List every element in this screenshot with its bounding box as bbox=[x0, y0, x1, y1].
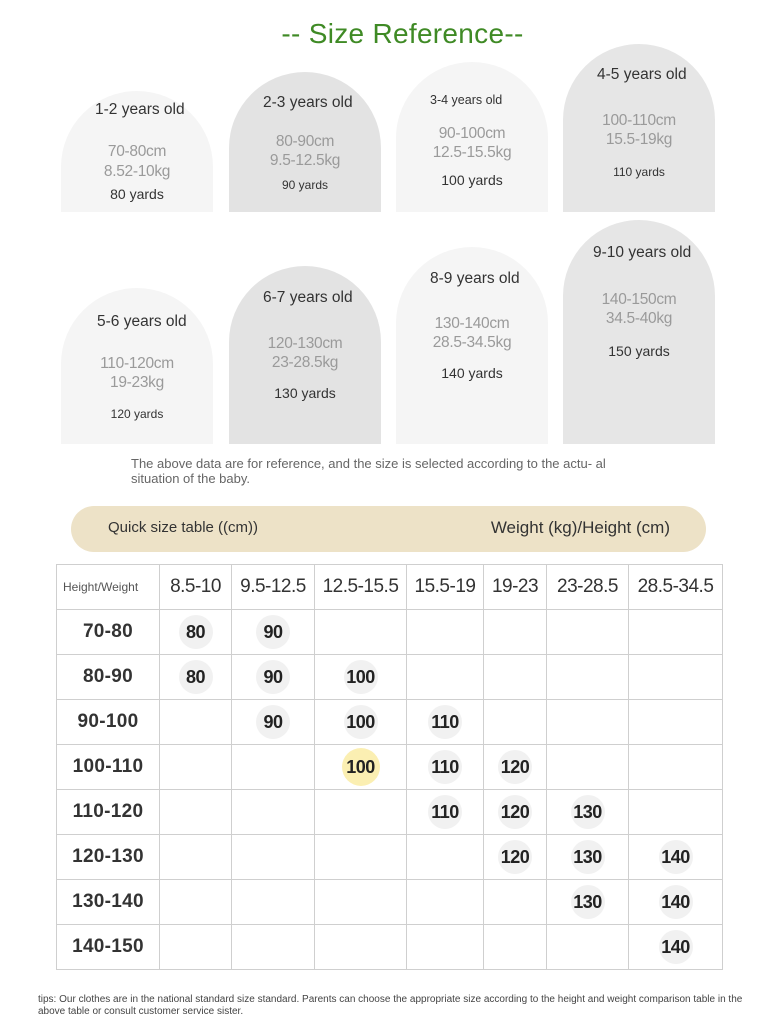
weight-column-header: 28.5-34.5 bbox=[629, 565, 723, 610]
card-yards: 90 yards bbox=[281, 178, 329, 192]
card-age: 8-9 years old bbox=[430, 270, 520, 287]
size-cell bbox=[315, 880, 407, 925]
size-badge: 140 bbox=[659, 930, 693, 964]
card-weight: 28.5-34.5kg bbox=[432, 334, 512, 351]
size-badge: 80 bbox=[179, 615, 213, 649]
size-cell bbox=[484, 610, 547, 655]
card-weight: 12.5-15.5kg bbox=[432, 144, 512, 161]
height-row-header: 80-90 bbox=[57, 655, 160, 700]
size-badge: 90 bbox=[256, 705, 290, 739]
size-cell bbox=[407, 835, 484, 880]
card-height: 130-140cm bbox=[434, 315, 510, 332]
table-row bbox=[57, 700, 723, 745]
size-cell bbox=[629, 745, 723, 790]
size-cell bbox=[547, 655, 629, 700]
size-cell bbox=[547, 925, 629, 970]
card-age: 9-10 years old bbox=[593, 244, 692, 261]
size-card-6 bbox=[229, 266, 381, 444]
card-height: 90-100cm bbox=[438, 125, 506, 142]
size-badge: 110 bbox=[428, 750, 462, 784]
size-cell bbox=[547, 790, 629, 835]
card-yards: 150 yards bbox=[608, 343, 670, 359]
card-yards: 110 yards bbox=[613, 165, 665, 179]
weight-column-header: 8.5-10 bbox=[160, 565, 232, 610]
size-cell bbox=[232, 745, 315, 790]
height-row-header: 90-100 bbox=[57, 700, 160, 745]
card-height: 120-130cm bbox=[267, 335, 343, 352]
size-cell bbox=[232, 925, 315, 970]
weight-column-header: 19-23 bbox=[484, 565, 547, 610]
size-cell bbox=[232, 655, 315, 700]
card-weight: 19-23kg bbox=[110, 374, 164, 391]
card-age: 2-3 years old bbox=[263, 94, 353, 111]
size-cell bbox=[315, 610, 407, 655]
size-cell bbox=[160, 925, 232, 970]
size-cell bbox=[232, 835, 315, 880]
size-cell bbox=[547, 880, 629, 925]
size-cell bbox=[407, 610, 484, 655]
table-row bbox=[57, 835, 723, 880]
size-badge: 130 bbox=[571, 795, 605, 829]
card-age: 5-6 years old bbox=[97, 313, 187, 330]
size-cell bbox=[629, 655, 723, 700]
card-weight: 15.5-19kg bbox=[605, 131, 673, 148]
height-row-header: 70-80 bbox=[57, 610, 160, 655]
card-weight: 34.5-40kg bbox=[605, 310, 673, 327]
card-weight: 8.52-10kg bbox=[103, 163, 171, 180]
size-cell bbox=[160, 835, 232, 880]
size-card-1 bbox=[61, 91, 213, 212]
card-yards: 140 yards bbox=[441, 365, 503, 381]
card-age: 3-4 years old bbox=[430, 93, 503, 107]
size-cell bbox=[315, 925, 407, 970]
size-cell bbox=[484, 700, 547, 745]
height-row-header: 140-150 bbox=[57, 925, 160, 970]
size-card-8 bbox=[563, 220, 715, 444]
size-cell bbox=[160, 610, 232, 655]
table-row bbox=[57, 790, 723, 835]
size-badge: 110 bbox=[428, 705, 462, 739]
reference-note: The above data are for reference, and the size is selected according to the actu- al situation of the baby. bbox=[131, 456, 606, 486]
size-cell bbox=[407, 655, 484, 700]
card-yards: 130 yards bbox=[274, 385, 336, 401]
weight-column-header: 15.5-19 bbox=[407, 565, 484, 610]
size-cell bbox=[315, 745, 407, 790]
card-yards: 120 yards bbox=[110, 407, 164, 421]
size-cell bbox=[407, 790, 484, 835]
size-cell bbox=[629, 880, 723, 925]
size-cell bbox=[232, 610, 315, 655]
size-badge: 130 bbox=[571, 885, 605, 919]
size-badge: 110 bbox=[428, 795, 462, 829]
size-cell bbox=[547, 700, 629, 745]
size-cell bbox=[547, 835, 629, 880]
size-cell bbox=[160, 880, 232, 925]
height-row-header: 130-140 bbox=[57, 880, 160, 925]
table-row bbox=[57, 925, 723, 970]
table-corner-header: Height/Weight bbox=[57, 565, 160, 610]
card-weight: 23-28.5kg bbox=[271, 354, 339, 371]
size-card-2 bbox=[229, 72, 381, 212]
size-badge: 140 bbox=[659, 840, 693, 874]
size-cell bbox=[629, 790, 723, 835]
size-badge: 90 bbox=[256, 615, 290, 649]
card-height: 110-120cm bbox=[100, 355, 174, 372]
size-cell bbox=[629, 925, 723, 970]
quick-table-banner bbox=[71, 506, 706, 552]
card-height: 100-110cm bbox=[602, 112, 676, 129]
size-cell bbox=[315, 790, 407, 835]
size-badge: 100 bbox=[344, 660, 378, 694]
size-badge: 80 bbox=[179, 660, 213, 694]
height-row-header: 110-120 bbox=[57, 790, 160, 835]
card-age: 6-7 years old bbox=[263, 289, 353, 306]
size-cell bbox=[160, 745, 232, 790]
tips-text: tips: Our clothes are in the national standard size standard. Parents can choose the appropriate size according to the height and weight comparison table in the above table or consult customer service sister. bbox=[38, 994, 743, 1017]
table-row bbox=[57, 880, 723, 925]
size-cell bbox=[484, 880, 547, 925]
size-cell bbox=[629, 610, 723, 655]
size-cell bbox=[232, 880, 315, 925]
size-badge: 120 bbox=[498, 840, 532, 874]
size-cell bbox=[629, 835, 723, 880]
size-cell bbox=[160, 655, 232, 700]
card-height: 140-150cm bbox=[601, 291, 677, 308]
size-table bbox=[56, 564, 723, 970]
size-cell bbox=[484, 835, 547, 880]
size-card-5 bbox=[61, 288, 213, 444]
size-cell bbox=[407, 745, 484, 790]
height-row-header: 120-130 bbox=[57, 835, 160, 880]
size-badge: 100 bbox=[344, 705, 378, 739]
size-badge: 90 bbox=[256, 660, 290, 694]
card-yards: 80 yards bbox=[110, 186, 164, 202]
size-badge: 140 bbox=[659, 885, 693, 919]
size-cell bbox=[484, 790, 547, 835]
size-badge: 120 bbox=[498, 795, 532, 829]
page-title: -- Size Reference-- bbox=[281, 18, 524, 49]
height-row-header: 100-110 bbox=[57, 745, 160, 790]
card-weight: 9.5-12.5kg bbox=[269, 152, 341, 169]
weight-column-header: 23-28.5 bbox=[547, 565, 629, 610]
size-cell bbox=[315, 700, 407, 745]
card-age: 1-2 years old bbox=[95, 101, 185, 118]
size-badge: 130 bbox=[571, 840, 605, 874]
weight-column-header: 9.5-12.5 bbox=[232, 565, 315, 610]
card-height: 80-90cm bbox=[275, 133, 335, 150]
weight-column-header: 12.5-15.5 bbox=[315, 565, 407, 610]
size-cell bbox=[547, 610, 629, 655]
quick-table-label: Quick size table ((cm)) bbox=[108, 519, 259, 536]
size-cell bbox=[315, 835, 407, 880]
size-badge: 100 bbox=[342, 748, 380, 786]
size-cell bbox=[232, 700, 315, 745]
size-cell bbox=[232, 790, 315, 835]
size-cell bbox=[407, 880, 484, 925]
table-row bbox=[57, 610, 723, 655]
size-cell bbox=[160, 790, 232, 835]
size-cell bbox=[484, 655, 547, 700]
size-cell bbox=[484, 745, 547, 790]
size-card-4 bbox=[563, 44, 715, 212]
size-cell bbox=[407, 925, 484, 970]
table-row bbox=[57, 745, 723, 790]
size-cell bbox=[629, 700, 723, 745]
card-yards: 100 yards bbox=[441, 172, 503, 188]
size-card-3 bbox=[396, 62, 548, 212]
size-cell bbox=[547, 745, 629, 790]
axis-label: Weight (kg)/Height (cm) bbox=[490, 518, 670, 537]
card-height: 70-80cm bbox=[107, 143, 167, 160]
table-row bbox=[57, 655, 723, 700]
size-cell bbox=[484, 925, 547, 970]
size-badge: 120 bbox=[498, 750, 532, 784]
size-cell bbox=[160, 700, 232, 745]
size-card-7 bbox=[396, 247, 548, 444]
size-cell bbox=[315, 655, 407, 700]
size-cell bbox=[407, 700, 484, 745]
card-age: 4-5 years old bbox=[597, 66, 687, 83]
